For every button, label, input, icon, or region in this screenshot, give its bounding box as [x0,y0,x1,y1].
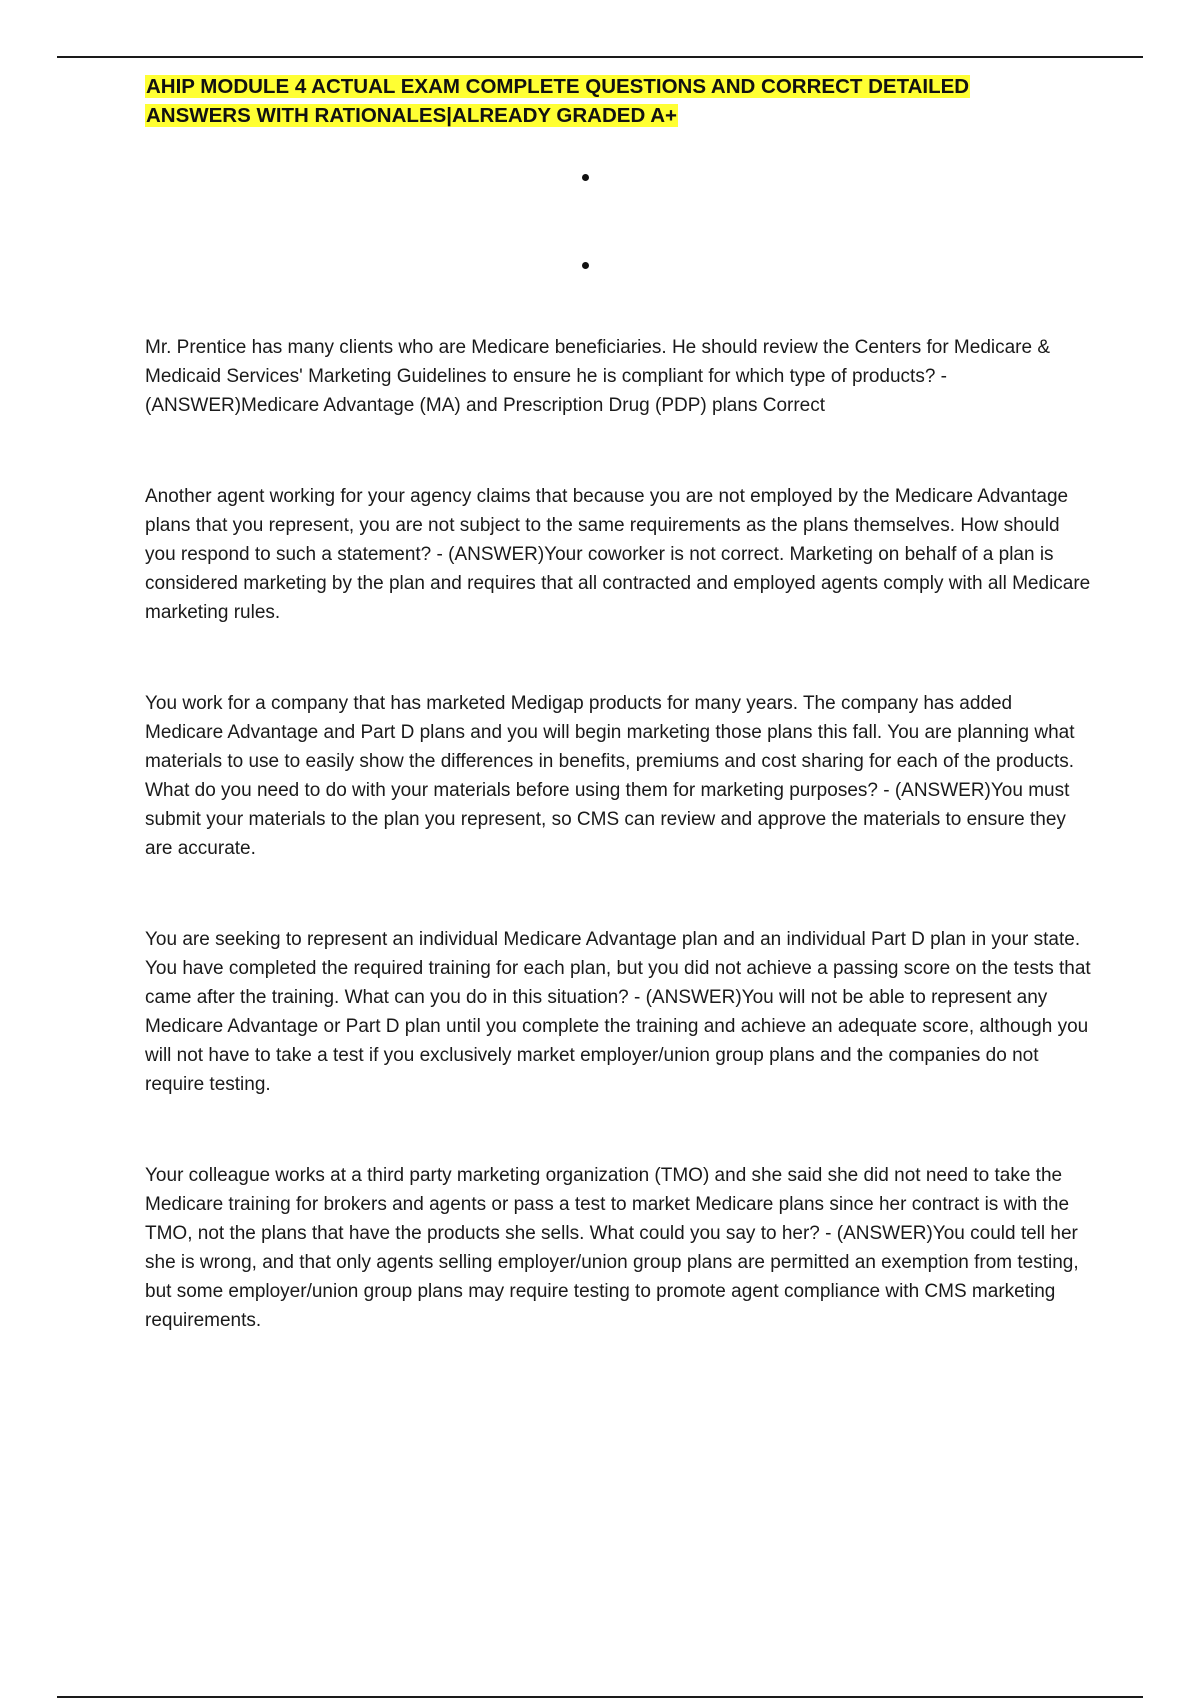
top-rule [57,56,1143,58]
bullet-point [582,262,589,269]
title-highlight: AHIP MODULE 4 ACTUAL EXAM COMPLETE QUESTIONS AND CORRECT DETAILED ANSWERS WITH RATIONALES|ALREADY GRADED A+ [146,75,970,127]
bullet-point [582,174,589,181]
question-answer-2: Another agent working for your agency claims that because you are not employed by the Medicare Advantage plans that you represent, you are not subject to the same requirements as the plans themselves. How should you respond to such a statement? - (ANSWER)Your coworker is not correct. Marketing on behalf of a plan is considered marketing by the plan and requires that all contracted and employed agents comply with all Medicare marketing rules. [145,486,1091,623]
question-answer-4: You are seeking to represent an individual Medicare Advantage plan and an individual Part D plan in your state. You have completed the required training for each plan, but you did not achieve a passing score on the tests that came after the training. What can you do in this situation? - (ANSWER)You will not be able to represent any Medicare Advantage or Part D plan until you complete the training and achieve an adequate score, although you will not have to take a test if you exclusively market employer/union group plans and the companies do not require testing. [145,929,1091,1095]
bottom-rule [57,1696,1143,1698]
question-answer-5: Your colleague works at a third party marketing organization (TMO) and she said she did not need to take the Medicare training for brokers and agents or pass a test to market Medicare plans since her contract is with the TMO, not the plans that have the products she sells. What could you say to her? - (ANSWER)You could tell her she is wrong, and that only agents selling employer/union group plans are permitted an exemption from testing, but some employer/union group plans may require testing to promote agent compliance with CMS marketing requirements. [145,1165,1079,1331]
document-title [145,72,1045,130]
question-answer-3: You work for a company that has marketed Medigap products for many years. The company has added Medicare Advantage and Part D plans and you will begin marketing those plans this fall. You are planning what materials to use to easily show the differences in benefits, premiums and cost sharing for each of the products. What do you need to do with your materials before using them for marketing purposes? - (ANSWER)You must submit your materials to the plan you represent, so CMS can review and approve the materials to ensure they are accurate. [145,693,1075,859]
question-answer-1: Mr. Prentice has many clients who are Medicare beneficiaries. He should review the Centers for Medicare & Medicaid Services' Marketing Guidelines to ensure he is compliant for which type of products? - (ANSWER)Medicare Advantage (MA) and Prescription Drug (PDP) plans Correct [145,337,1051,416]
